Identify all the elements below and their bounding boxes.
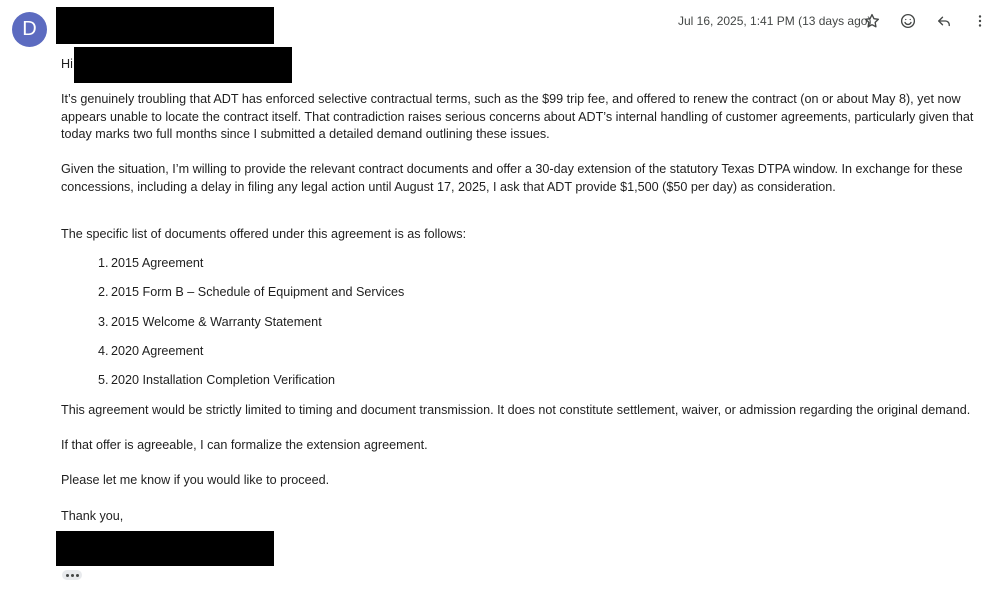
show-trimmed-content-button[interactable]: [62, 570, 82, 580]
sender-avatar[interactable]: D: [12, 12, 47, 47]
list-item: [61, 343, 204, 372]
more-options-icon[interactable]: [969, 10, 991, 32]
redacted-recipient-name: [74, 47, 292, 83]
paragraph-6: Please let me know if you would like to proceed.: [61, 473, 330, 487]
list-item: [61, 314, 322, 343]
list-item-label: 2015 Welcome & Warranty Statement: [111, 314, 322, 329]
document-list: [61, 255, 405, 401]
list-number: 5.: [98, 373, 109, 388]
list-number: 3.: [98, 314, 109, 329]
list-number: 2.: [98, 285, 109, 300]
message-date: Jul 16, 2025, 1:41 PM (13 days ago): [678, 14, 872, 28]
sign-off: Thank you,: [61, 509, 124, 523]
list-item: [61, 372, 336, 401]
redacted-sender-name: [56, 7, 274, 44]
greeting: Hi: [61, 57, 73, 71]
list-number: 1.: [98, 256, 109, 270]
redacted-signature: [56, 531, 274, 566]
paragraph-1: It’s genuinely troubling that ADT has enforced selective contractual terms, such as the $99 trip fee, and offered to renew the contract (on or about May 8), yet now appears unable to locate the contract itself. That contradiction raises serious concerns about ADT’s internal handling of customer agreements, particularly given that today marks two full months since I submitted a detailed demand outlining these issues.: [61, 92, 974, 141]
list-item-label: 2020 Agreement: [111, 343, 204, 358]
reply-icon[interactable]: [933, 10, 955, 32]
paragraph-5: If that offer is agreeable, I can formalize the extension agreement.: [61, 438, 428, 452]
list-item-label: 2020 Installation Completion Verification: [111, 373, 336, 388]
list-item: [61, 284, 405, 313]
list-item-label: 2015 Agreement: [111, 256, 204, 270]
emoji-reaction-icon[interactable]: [897, 10, 919, 32]
list-item-label: 2015 Form B – Schedule of Equipment and Services: [111, 285, 405, 300]
star-icon[interactable]: [861, 10, 883, 32]
paragraph-4: This agreement would be strictly limited to timing and document transmission. It does not constitute settlement, waiver, or admission regarding the original demand.: [61, 403, 971, 417]
paragraph-3: The specific list of documents offered under this agreement is as follows:: [61, 227, 467, 241]
list-item: [61, 255, 204, 284]
paragraph-2: Given the situation, I’m willing to provide the relevant contract documents and offer a 30-day extension of the statutory Texas DTPA window. In exchange for these concessions, including a delay in filing any legal action until August 17, 2025, I ask that ADT provide $1,500 ($50 per day) as consideration.: [61, 162, 963, 194]
list-number: 4.: [98, 343, 109, 358]
dot-icon: [66, 574, 69, 577]
dot-icon: [71, 574, 74, 577]
dot-icon: [76, 574, 79, 577]
